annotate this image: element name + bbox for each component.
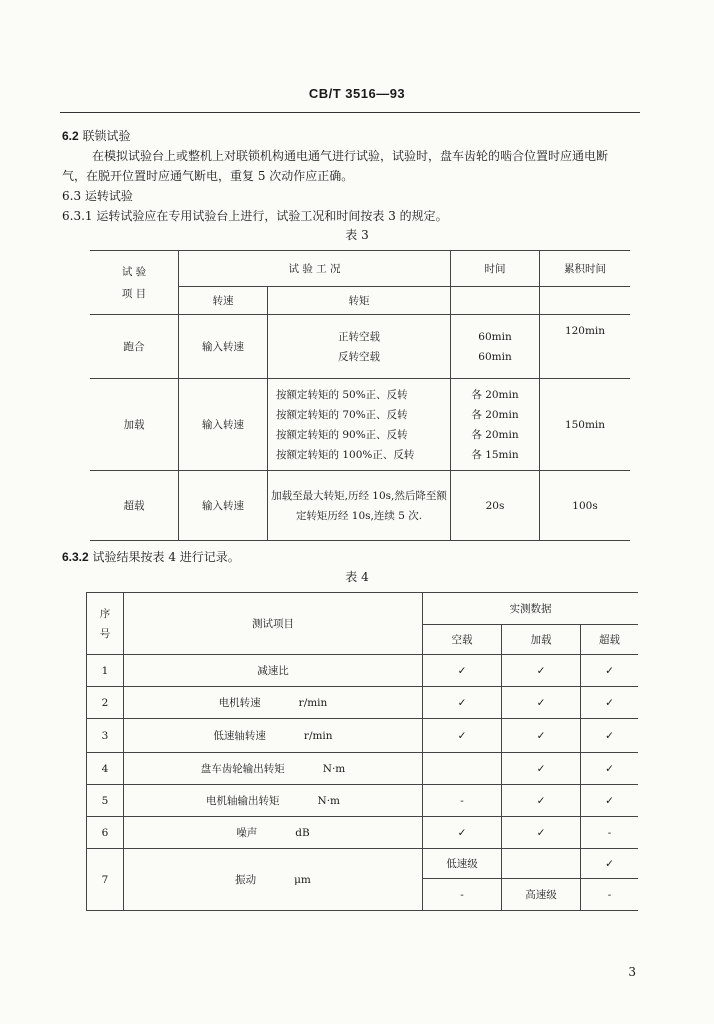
t4-val: ✓: [423, 817, 502, 849]
t3-header-condition: 试 验 工 况: [179, 251, 451, 287]
t4-val: ✓: [502, 785, 581, 817]
t4-item: 电机转速 r/min: [124, 687, 423, 719]
table4-caption: 表 4: [345, 570, 369, 584]
t4-item: 噪声 dB: [124, 817, 423, 849]
t3-time: 各 20min 各 20min 各 20min 各 15min: [451, 379, 540, 471]
t4-val: -: [423, 879, 502, 911]
table-row: [87, 753, 639, 785]
t4-val: ✓: [502, 687, 581, 719]
header-rule: [60, 112, 640, 113]
section-6-3-2: [62, 547, 240, 567]
t4-val: 高速级: [502, 879, 581, 911]
table-row: [87, 817, 639, 849]
section-text: 试验结果按表 4 进行记录。: [92, 550, 240, 564]
page-number: 3: [628, 965, 636, 979]
t4-no: 5: [87, 785, 124, 817]
t4-no: 3: [87, 719, 124, 753]
t4-val: ✓: [581, 719, 639, 753]
table-row: [87, 785, 639, 817]
table-row: [87, 687, 639, 719]
t4-header-col: 超载: [581, 625, 639, 655]
t3-torque: 加载至最大转矩,历经 10s,然后降至额 定转矩历经 10s,连续 5 次.: [268, 471, 451, 541]
t4-val: ✓: [502, 655, 581, 687]
t4-no: 2: [87, 687, 124, 719]
t3-speed: 输入转速: [179, 471, 268, 541]
t4-val: -: [581, 817, 639, 849]
table-row: [90, 379, 630, 471]
section-number: 6.2: [62, 129, 79, 143]
table-row: [87, 655, 639, 687]
section-title: 联锁试验: [82, 129, 131, 143]
t3-cumulative: 150min: [540, 379, 631, 471]
t4-val: ✓: [423, 719, 502, 753]
t4-header-data: 实测数据: [423, 593, 639, 625]
section-6-2-line1: 在模拟试验台上或整机上对联锁机构通电通气进行试验，试验时，盘车齿轮的啮合位置时应通电断: [92, 149, 609, 163]
t3-cumulative: 100s: [540, 471, 631, 541]
t3-speed: 输入转速: [179, 315, 268, 379]
t4-val: ✓: [502, 817, 581, 849]
t4-unit: dB: [295, 827, 310, 839]
table3-caption: 表 3: [345, 228, 369, 242]
t3-torque: 正转空载 反转空载: [268, 315, 451, 379]
t4-unit: r/min: [298, 697, 328, 709]
t3-time: 60min 60min: [451, 315, 540, 379]
t3-cumulative: 120min: [540, 315, 631, 379]
t4-item: 低速轴转速 r/min: [124, 719, 423, 753]
t4-header-no: 序 号: [87, 593, 124, 655]
t4-val: [502, 849, 581, 879]
table-3: [90, 250, 630, 541]
t4-item: 振动 μm: [124, 849, 423, 911]
t3-header-cumulative: 累积时间: [540, 251, 631, 287]
t4-header-item: 测试项目: [124, 593, 423, 655]
t3-header-speed: 转速: [179, 287, 268, 315]
document-header: CB/T 3516—93: [308, 86, 406, 101]
t4-header-col: 空载: [423, 625, 502, 655]
t4-unit: μm: [294, 874, 311, 886]
section-6-2-line2: 气，在脱开位置时应通气断电，重复 5 次动作应正确。: [62, 169, 354, 183]
t4-item: 减速比: [124, 655, 423, 687]
t3-time: 20s: [451, 471, 540, 541]
t4-val: ✓: [502, 753, 581, 785]
table-row: [90, 315, 630, 379]
t4-unit: N·m: [317, 795, 340, 807]
t4-val: ✓: [423, 655, 502, 687]
t4-val: ✓: [581, 687, 639, 719]
t4-unit: r/min: [303, 730, 333, 742]
section-number: 6.3.2: [62, 550, 89, 564]
t4-val: ✓: [423, 687, 502, 719]
t4-no: 6: [87, 817, 124, 849]
section-6-2-heading: [62, 126, 131, 146]
t4-val: ✓: [581, 785, 639, 817]
t3-item: 加载: [90, 379, 179, 471]
t4-val: ✓: [581, 849, 639, 879]
t3-header-time: 时间: [451, 251, 540, 287]
table-4: [86, 592, 638, 911]
t4-unit: N·m: [322, 763, 346, 775]
t3-torque: 按额定转矩的 50%正、反转 按额定转矩的 70%正、反转 按额定转矩的 90%正、反转 按额定转矩的 100%正、反转: [268, 379, 451, 471]
t4-item: 电机轴输出转矩 N·m: [124, 785, 423, 817]
t4-item: 盘车齿轮输出转矩 N·m: [124, 753, 423, 785]
t4-val: -: [423, 785, 502, 817]
t4-val: ✓: [581, 655, 639, 687]
t4-val: -: [581, 879, 639, 911]
t4-val: ✓: [581, 753, 639, 785]
table-row: [90, 471, 630, 541]
t4-no: 4: [87, 753, 124, 785]
t3-header-torque: 转矩: [268, 287, 451, 315]
t3-speed: 输入转速: [179, 379, 268, 471]
t4-val: ✓: [502, 719, 581, 753]
t4-header-col: 加载: [502, 625, 581, 655]
section-6-3-heading: 6.3 运转试验: [62, 189, 133, 203]
table-row: [87, 719, 639, 753]
section-text: 运转试验应在专用试验台上进行，试验工况和时间按表 3 的规定。: [96, 209, 448, 223]
t4-no: 1: [87, 655, 124, 687]
t4-no: 7: [87, 849, 124, 911]
t4-val: [423, 753, 502, 785]
table-row: [87, 849, 639, 879]
t3-header-item: 试 验 项 目: [90, 251, 179, 315]
section-number: 6.3.1: [62, 209, 93, 223]
section-6-3-1: [62, 206, 448, 226]
t3-item: 跑合: [90, 315, 179, 379]
t3-item: 超载: [90, 471, 179, 541]
t4-val: 低速级: [423, 849, 502, 879]
